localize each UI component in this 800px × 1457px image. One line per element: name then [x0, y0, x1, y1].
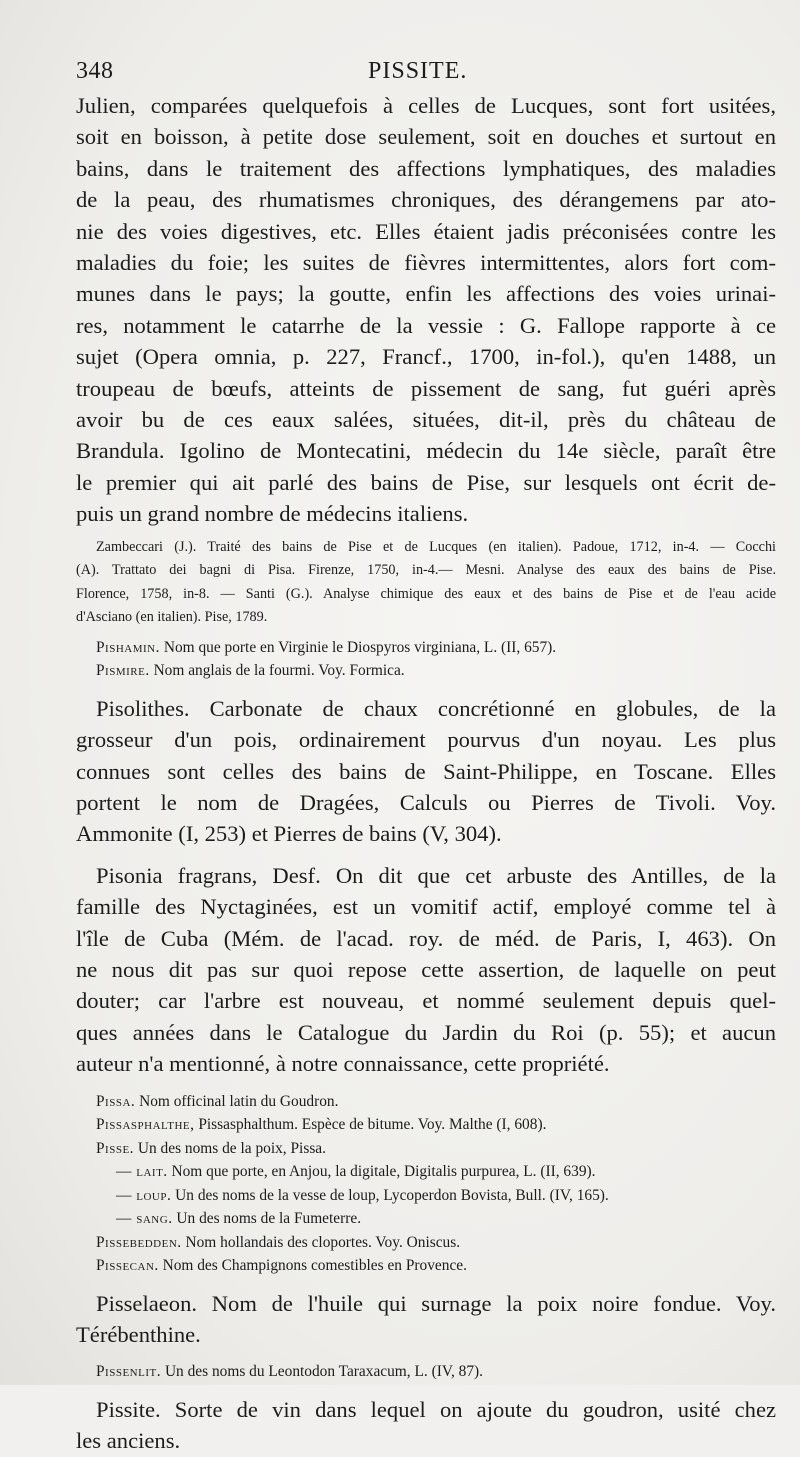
pisselaeon-paragraph [76, 1288, 776, 1351]
entry-text: Nom officinal latin du Goudron. [139, 1092, 339, 1110]
text-line: Térébenthine. [76, 1321, 201, 1347]
pissite-paragraph [76, 1394, 776, 1457]
text-line: avoir bu de ces eaux salées, situées, dit-il, près du château de [76, 407, 776, 433]
text-line: Brandula. Igolino de Montecatini, médecin du 14e siècle, paraît être [76, 438, 776, 464]
entry-head: Pisse. [96, 1139, 135, 1157]
entry-text: Pissasphalthum. Espèce de bitume. Voy. Malthe (I, 608). [198, 1116, 547, 1134]
text-line: famille des Nyctaginées, est un vomitif actif, employé comme tel à [76, 894, 776, 920]
bibliography-line: (A). Trattato dei bagni di Pisa. Firenze, 1750, in-4.— Mesni. Analyse des eaux des bains de Pise. [76, 562, 776, 579]
text-line: bains, dans le traitement des affections lymphatiques, des maladies [76, 155, 776, 181]
text-line: Pisonia fragrans, Desf. On dit que cet arbuste des Antilles, de la [96, 862, 776, 888]
page-header [76, 58, 776, 92]
entry-head: — lait. [116, 1163, 168, 1181]
entry-head: Pismire. [96, 662, 150, 680]
text-line: de la peau, des rhumatismes chroniques, des dérangemens par ato- [76, 187, 776, 213]
pisonia-paragraph [76, 860, 776, 1080]
entry-head: Pishamin. [96, 638, 160, 656]
text-line: munes dans le pays; la goutte, enfin les affections des voies urinai- [76, 281, 776, 307]
text-line: grosseur d'un pois, ordinairement pourvus d'un noyau. Les plus [76, 727, 776, 753]
entry-text: Un des noms de la Fumeterre. [176, 1210, 362, 1228]
entry-pissecan [96, 1254, 776, 1278]
entry-head: — loup. [116, 1186, 172, 1204]
entry-head: Pissenlit. [96, 1363, 162, 1381]
bibliography-line: Zambeccari (J.). Traité des bains de Pise et de Lucques (en italien). Padoue, 1712, in-4. — Cocchi [96, 538, 776, 555]
entry-text: Un des noms de la vesse de loup, Lycoperdon Bovista, Bull. (IV, 165). [175, 1186, 609, 1204]
entry-text: Nom que porte, en Anjou, la digitale, Digitalis purpurea, L. (II, 639). [171, 1163, 596, 1181]
text-line: connues sont celles des bains de Saint-Philippe, en Toscane. Elles [76, 758, 776, 784]
entry-text: Nom hollandais des cloportes. Voy. Oniscus. [185, 1233, 461, 1251]
text-line: le premier qui ait parlé des bains de Pise, sur lesquels ont écrit de- [76, 469, 776, 495]
text-line: l'île de Cuba (Mém. de l'acad. roy. de méd. de Paris, I, 463). On [76, 925, 776, 951]
entry-text: Nom des Champignons comestibles en Provence. [162, 1257, 467, 1275]
entry-text: Nom que porte en Virginie le Diospyros virginiana, L. (II, 657). [163, 638, 557, 656]
entry-head: Pissecan. [96, 1257, 159, 1275]
text-line: soit en boisson, à petite dose seulement, soit en douches et surtout en [76, 124, 776, 150]
entry-pisse [96, 1137, 776, 1161]
entry-head: Pissasphalthe, [96, 1116, 195, 1134]
entry-pissa [96, 1090, 776, 1114]
continuation-paragraph [76, 90, 776, 530]
entry-head: — sang. [116, 1210, 173, 1228]
text-line: ques années dans le Catalogue du Jardin du Roi (p. 55); et aucun [76, 1019, 776, 1045]
entry-pisse-sang [96, 1207, 776, 1231]
entry-head: Pissebedden. [96, 1233, 182, 1251]
text-line: Pisolithes. Carbonate de chaux concrétionné en globules, de la [96, 695, 776, 721]
entry-text: Un des noms du Leontodon Taraxacum, L. (IV, 87). [164, 1363, 484, 1381]
entry-text: Un des noms de la poix, Pissa. [137, 1139, 326, 1157]
short-entries-block-1 [76, 636, 776, 683]
text-line: sujet (Opera omnia, p. 227, Francf., 1700, in-fol.), qu'en 1488, un [76, 344, 776, 370]
text-line: res, notamment le catarrhe de la vessie : G. Fallope rapporte à ce [76, 312, 776, 338]
entry-head: Pissa. [96, 1092, 136, 1110]
running-title: PISSITE. [368, 58, 468, 84]
bibliography [76, 536, 776, 630]
entry-pisse-lait [96, 1160, 776, 1184]
bibliography-line: d'Asciano (en italien). Pise, 1789. [76, 609, 268, 626]
short-entries-block-2 [76, 1090, 776, 1278]
text-line: Pissite. Sorte de vin dans lequel on ajoute du goudron, usité chez [96, 1396, 776, 1422]
text-line: Pisselaeon. Nom de l'huile qui surnage la poix noire fondue. Voy. [96, 1290, 776, 1316]
text-line: maladies du foie; les suites de fièvres intermittentes, alors fort com- [76, 250, 776, 276]
text-line: auteur n'a mentionné, à notre connaissance, cette propriété. [76, 1051, 610, 1077]
text-line: Ammonite (I, 253) et Pierres de bains (V, 304). [76, 821, 502, 847]
text-line: les anciens. [76, 1428, 181, 1454]
entry-pissebedden [96, 1231, 776, 1255]
entry-pismire [96, 659, 776, 683]
entry-pissenlit [76, 1360, 776, 1384]
text-line: portent le nom de Dragées, Calculs ou Pierres de Tivoli. Voy. [76, 789, 776, 815]
text-line: troupeau de bœufs, atteints de pissement de sang, fut guéri après [76, 375, 776, 401]
page-number: 348 [76, 58, 114, 84]
text-line: ne nous dit pas sur quoi repose cette assertion, de laquelle on peut [76, 956, 776, 982]
entry-pissasphalthe [96, 1113, 776, 1137]
entry-text: Nom anglais de la fourmi. Voy. Formica. [153, 662, 405, 680]
text-line: puis un grand nombre de médecins italiens. [76, 501, 469, 527]
bibliography-line: Florence, 1758, in-8. — Santi (G.). Analyse chimique des eaux et des bains de Pise et de l'eau acide [76, 585, 776, 602]
entry-pishamin [96, 636, 776, 660]
text-line: Julien, comparées quelquefois à celles de Lucques, sont fort usitées, [76, 93, 776, 118]
page-body [76, 90, 776, 1457]
pisolithes-paragraph [76, 693, 776, 850]
entry-pisse-loup [96, 1184, 776, 1208]
text-line: nie des voies digestives, etc. Elles étaient jadis préconisées contre les [76, 218, 776, 244]
text-line: douter; car l'arbre est nouveau, et nommé seulement depuis quel- [76, 988, 776, 1014]
